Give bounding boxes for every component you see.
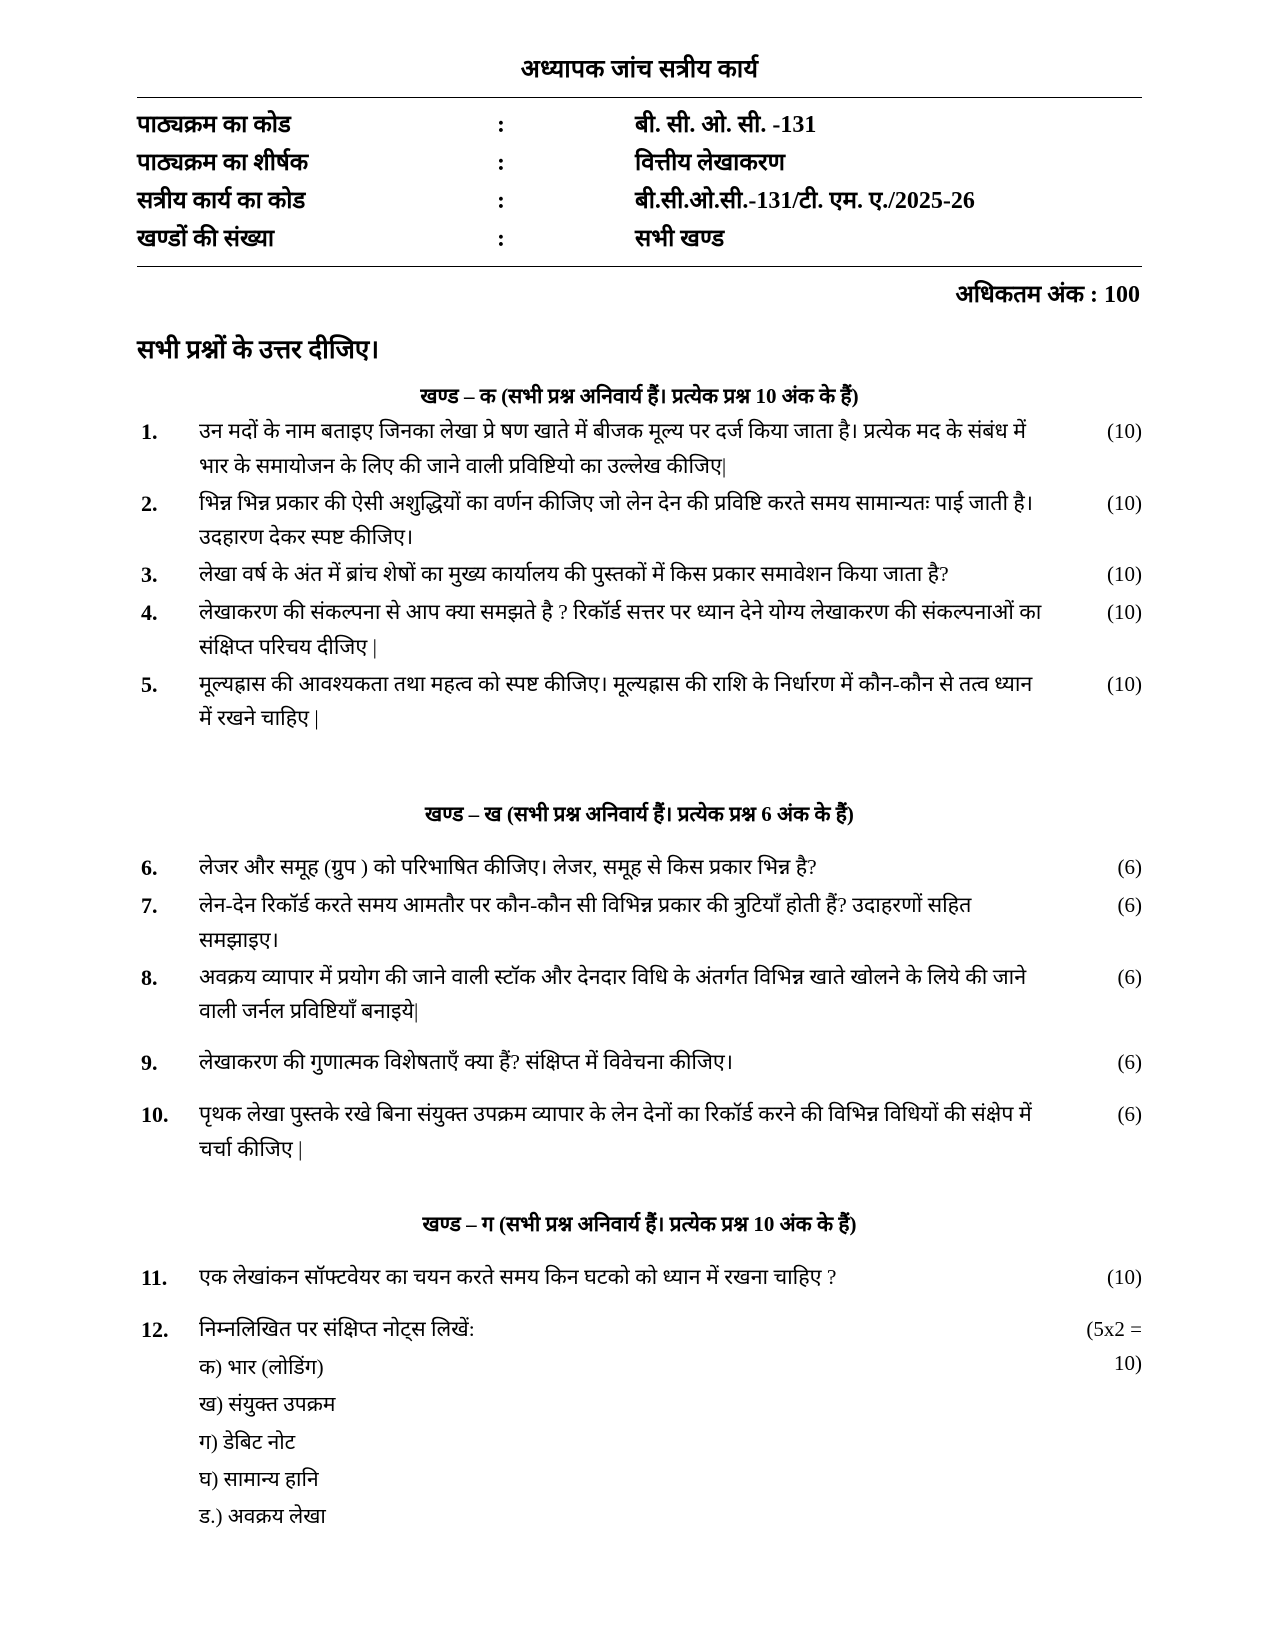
meta-value-course-code: बी. सी. ओ. सी. -131: [635, 112, 817, 138]
table-row: [137, 144, 1142, 182]
table-row: [137, 106, 1142, 144]
list-item: घ) सामान्य हानि: [199, 1467, 319, 1492]
meta-value-assignment-code: बी.सी.ओ.सी.-131/टी. एम. ए./2025-26: [635, 188, 975, 214]
question-number: 7.: [141, 892, 158, 918]
meta-colon: :: [497, 150, 505, 176]
meta-colon: :: [497, 226, 505, 252]
meta-colon: :: [497, 188, 505, 214]
list-item: क) भार (लोडिंग): [199, 1354, 324, 1379]
question-row-11: [137, 1260, 1142, 1296]
question-number: 1.: [141, 419, 158, 444]
list-item: ख) संयुक्त उपक्रम: [199, 1392, 336, 1417]
question-marks: (6): [1117, 855, 1142, 880]
question-text: एक लेखांकन सॉफ्टवेयर का चयन करते समय किन घटको को ध्यान में रखना चाहिए ?: [199, 1265, 837, 1290]
question-text: लेखाकरण की संकल्पना से आप क्या समझते है ? रिकॉर्ड सत्तर पर ध्यान देने योग्य लेखाकरण की संकल्पनाओं का संक्षिप्त परिचय दीजिए |: [199, 599, 1042, 659]
question-row-6: [137, 850, 1142, 886]
question-number: 11.: [141, 1265, 168, 1291]
question-number: 9.: [141, 1050, 158, 1076]
question-number: 12.: [141, 1317, 169, 1343]
spacer: [137, 1168, 1142, 1194]
question-number: 2.: [141, 490, 158, 516]
spacer: [137, 1083, 1142, 1097]
question-marks: (6): [1117, 964, 1142, 989]
question-list-c: [137, 1260, 1142, 1535]
question-text: लेखाकरण की गुणात्मक विशेषताएँ क्या हैं? संक्षिप्त में विवेचना कीजिए।: [199, 1050, 733, 1075]
question-row-2: [137, 486, 1142, 556]
question-row-4: [137, 595, 1142, 665]
question-number: 5.: [141, 671, 158, 697]
question-number: 6.: [141, 855, 158, 881]
section-heading-a: खण्ड – क (सभी प्रश्न अनिवार्य हैं। प्रत्येक प्रश्न 10 अंक के हैं): [420, 384, 859, 408]
question-subitem-list: [199, 1349, 1046, 1536]
question-text: अवक्रय व्यापार में प्रयोग की जाने वाली स्टॉक और देनदार विधि के अंतर्गत विभिन्न खाते खोलने के लिये की जाने वाली जर्नल प्रविष्टियाँ बनाइये|: [199, 964, 1027, 1024]
question-marks: (5x2 = 10): [1086, 1317, 1142, 1376]
header-divider-bottom: [137, 266, 1142, 267]
spacer: [137, 1298, 1142, 1312]
meta-value-course-title: वित्तीय लेखाकरण: [635, 150, 785, 176]
question-marks: (10): [1107, 671, 1142, 696]
question-row-1: [137, 414, 1142, 484]
question-marks: (6): [1117, 1101, 1142, 1126]
question-marks: (10): [1107, 599, 1142, 624]
question-text: लेन-देन रिकॉर्ड करते समय आमतौर पर कौन-कौन सी विभिन्न प्रकार की त्रुटियाँ होती हैं? उदाहरणों सहित समझाइए।: [199, 892, 972, 952]
spacer: [137, 1242, 1142, 1256]
question-number: 4.: [141, 599, 158, 625]
question-marks: (6): [1117, 892, 1142, 917]
question-text: पृथक लेखा पुस्तके रखे बिना संयुक्त उपक्रम व्यापार के लेन देनों का रिकॉर्ड करने की विभिन्न विधियों की संक्षेप में चर्चा कीजिए |: [199, 1101, 1032, 1161]
question-text: उन मदों के नाम बताइए जिनका लेखा प्रे षण खाते में बीजक मूल्य पर दर्ज किया जाता है। प्रत्येक मद के संबंध में भार के समायोजन के लिए की जाने वाली प्रविष्टियो का उल्लेख कीजिए|: [199, 419, 1026, 478]
question-marks: (10): [1107, 562, 1142, 587]
question-row-3: [137, 557, 1142, 593]
section-heading-c: खण्ड – ग (सभी प्रश्न अनिवार्य हैं। प्रत्येक प्रश्न 10 अंक के हैं): [422, 1212, 857, 1237]
question-list-a: [137, 414, 1142, 736]
maximum-marks: अधिकतम अंक : 100: [955, 282, 1140, 308]
question-marks: (6): [1117, 1050, 1142, 1075]
spacer: [137, 832, 1142, 846]
table-row: [137, 220, 1142, 258]
section-heading-b: खण्ड – ख (सभी प्रश्न अनिवार्य हैं। प्रत्येक प्रश्न 6 अंक के हैं): [425, 802, 854, 827]
question-row-5: [137, 667, 1142, 737]
question-marks: (10): [1107, 490, 1142, 515]
question-marks: (10): [1107, 419, 1142, 443]
question-number: 8.: [141, 964, 158, 990]
question-text: लेखा वर्ष के अंत में ब्रांच शेषों का मुख्य कार्यालय की पुस्तकों में किस प्रकार समावेशन किया जाता है?: [199, 562, 949, 587]
question-list-b: [137, 850, 1142, 1166]
list-item: ड.) अवक्रय लेखा: [199, 1504, 326, 1529]
question-number: 10.: [141, 1101, 169, 1127]
spacer: [137, 1031, 1142, 1045]
question-row-8: [137, 960, 1142, 1030]
instruction-answer-all: सभी प्रश्नों के उत्तर दीजिए।: [137, 335, 380, 364]
meta-colon: :: [497, 112, 505, 138]
question-text: भिन्न भिन्न प्रकार की ऐसी अशुद्धियों का वर्णन कीजिए जो लेन देन की प्रविष्टि करते समय सामान्यतः पाई जाती है। उदहारण देकर स्पष्ट कीजिए।: [199, 490, 1033, 550]
meta-label-number-of-sections: खण्डों की संख्या: [137, 226, 275, 252]
header-divider-top: [137, 97, 1142, 98]
table-row: [137, 182, 1142, 220]
question-row-7: [137, 888, 1142, 958]
meta-label-course-code: पाठ्यक्रम का कोड: [137, 112, 291, 138]
spacer: [137, 738, 1142, 784]
question-text: लेजर और समूह (ग्रुप ) को परिभाषित कीजिए। लेजर, समूह से किस प्रकार भिन्न है?: [199, 855, 817, 880]
page-content: [137, 0, 1142, 1538]
meta-label-assignment-code: सत्रीय कार्य का कोड: [137, 188, 306, 214]
question-row-12: [137, 1312, 1142, 1536]
course-meta-table: [137, 106, 1142, 258]
question-text-block: [199, 1312, 1054, 1536]
meta-value-number-of-sections: सभी खण्ड: [635, 226, 725, 252]
question-marks: (10): [1107, 1265, 1142, 1290]
question-number: 3.: [141, 562, 158, 588]
list-item: ग) डेबिट नोट: [199, 1429, 296, 1454]
page-title: अध्यापक जांच सत्रीय कार्य: [520, 56, 759, 83]
meta-label-course-title: पाठ्यक्रम का शीर्षक: [137, 150, 309, 176]
question-text: मूल्यह्रास की आवश्यकता तथा महत्व को स्पष्ट कीजिए। मूल्यह्रास की राशि के निर्धारण में कौन-कौन से तत्व ध्यान में रखने चाहिए |: [199, 671, 1033, 731]
question-text: निम्नलिखित पर संक्षिप्त नोट्स लिखें:: [199, 1317, 475, 1342]
question-row-10: [137, 1097, 1142, 1167]
question-row-9: [137, 1045, 1142, 1081]
